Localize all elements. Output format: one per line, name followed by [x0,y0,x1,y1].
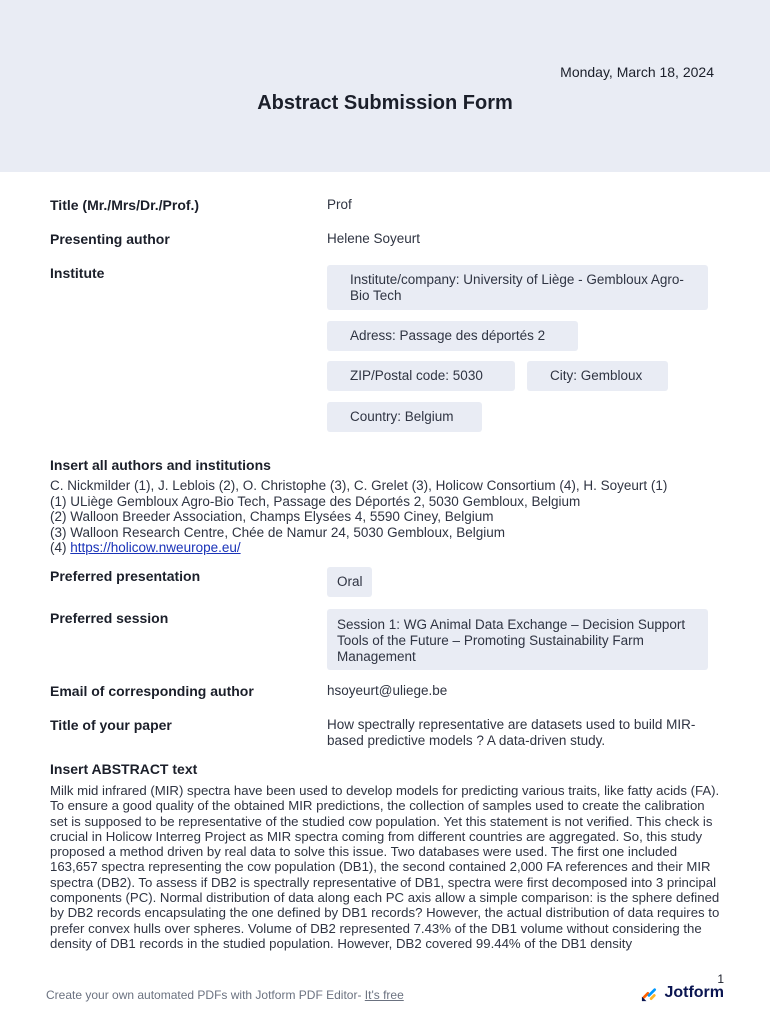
jotform-logo-icon [641,984,659,1002]
its-free-link[interactable]: It's free [364,988,404,1002]
abstract-text: Milk mid infrared (MIR) spectra have been used to develop models for predicting various traits, like fatty acids (FA). To ensure a good quality of the obtained MIR predictions, the collection of samples used to create the calibration set is supposed to be representative of the studied cow population. Yet this statement is not verified. This check is crucial in Holicow Interreg Project as MIR spectra coming from different countries are aggregated. So, this study proposed a method driven by real data to solve this issue. Two databases were used. The first one included 163,657 spectra representing the cow population (DB1), the second contained 2,000 FA references and their MIR spectra (DB2). To assess if DB2 is spectrally representative of DB1, spectra were first decomposed into 3 principal components (PC). Normal distribution of data along each PC axis allow a simple comparison: is the sphere defined by DB2 records encapsulating the one defined by DB1 records? However, the actual distribution of data requires to prefer convex hulls over spheres. Volume of DB2 represented 7.43% of the DB1 volume without considering the density of DB1 records in the studied population. However, DB2 covered 99.44% of the DB1 density [50,783,720,951]
presentation-box: Oral [327,567,372,597]
institute-label: Institute [50,265,105,281]
jotform-logo[interactable] [641,984,724,1002]
presentation-label: Preferred presentation [50,568,201,584]
form-header [0,0,770,172]
presenting-author-label: Presenting author [50,231,170,247]
date: Monday, March 18, 2024 [560,64,714,80]
city-box: City: Gembloux [527,361,668,391]
footer-text [46,988,404,1002]
presenting-author-value: Helene Soyeurt [327,231,421,246]
form-title: Abstract Submission Form [257,92,513,114]
authors-line: C. Nickmilder (1), J. Leblois (2), O. Christophe (3), C. Grelet (3), Holicow Consortium (4), H. Soyeurt (1) [50,478,668,493]
title-value: Prof [327,197,352,212]
email-value: hsoyeurt@uliege.be [327,683,448,698]
authors-line: (4) [50,540,71,555]
authors-line: (3) Walloon Research Centre, Chée de Namur 24, 5030 Gembloux, Belgium [50,524,505,540]
authors-line: (2) Walloon Breeder Association, Champs Elysées 4, 5590 Ciney, Belgium [50,509,494,524]
holicow-link[interactable]: https://holicow.nweurope.eu/ [70,540,241,555]
paper-title-label: Title of your paper [50,717,172,733]
session-box: Session 1: WG Animal Data Exchange – Decision Support Tools of the Future – Promoting Sustainability Farm Management [327,609,708,670]
paper-title-value: How spectrally representative are datasets used to build MIR-based predictive models ? A data-driven study. [327,717,696,748]
authors-text [50,478,730,556]
institute-company-box: Institute/company: University of Liège - Gembloux Agro-Bio Tech [327,265,708,310]
authors-line-link-row [50,540,730,556]
page-number: 1 [717,972,724,986]
country-box: Country: Belgium [327,402,482,432]
footer-caption: Create your own automated PDFs with Jotform PDF Editor- [46,988,365,1002]
authors-label: Insert all authors and institutions [50,457,271,473]
email-label: Email of corresponding author [50,683,254,699]
zip-box: ZIP/Postal code: 5030 [327,361,515,391]
authors-line: (1) ULiège Gembloux Agro-Bio Tech, Passage des Déportés 2, 5030 Gembloux, Belgium [50,493,581,509]
abstract-label: Insert ABSTRACT text [50,761,198,777]
session-label: Preferred session [50,610,169,626]
address-box: Adress: Passage des déportés 2 [327,321,578,351]
title-label: Title (Mr./Mrs/Dr./Prof.) [50,197,200,213]
jotform-logo-text: Jotform [664,984,724,1001]
